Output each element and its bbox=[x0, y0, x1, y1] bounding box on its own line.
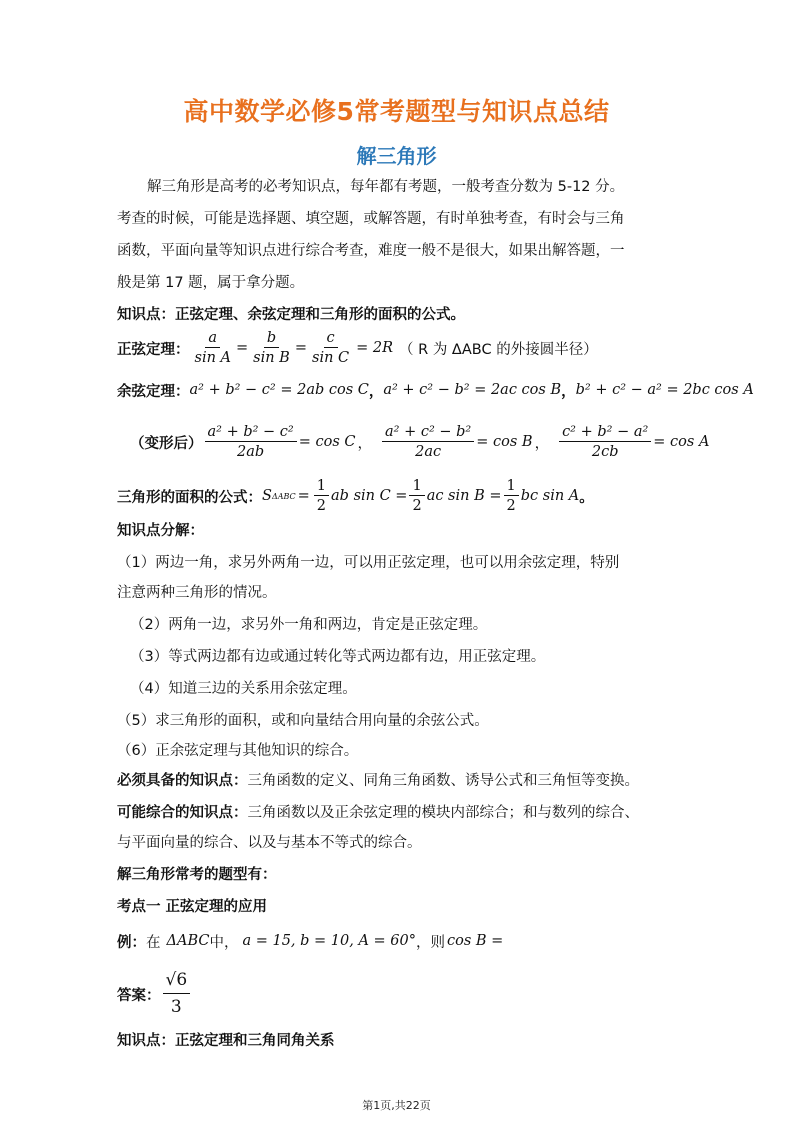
sine-frac-a: $\frac{a}{\text{sin A}}$ bbox=[194, 329, 231, 366]
decomp-item-1-cont: 注意两种三角形的情况。 bbox=[117, 585, 277, 601]
variant-label: （变形后） bbox=[130, 435, 203, 452]
decomp-item-3: （3）等式两边都有边或通过转化等式两边都有边，用正弦定理。 bbox=[130, 649, 546, 665]
intro-line-3: 函数，平面向量等知识点进行综合考查，难度一般不是很大，如果出解答题，一 bbox=[117, 243, 625, 259]
decomp-heading: 知识点分解： bbox=[117, 523, 204, 539]
sine-law-rhs: = 2R bbox=[356, 340, 394, 356]
answer: 答案： $\frac{√6}{3}$ bbox=[117, 966, 192, 1022]
point-1-heading: 考点一 正弦定理的应用 bbox=[117, 899, 268, 915]
must-know: 必须具备的知识点：三角函数的定义、同角三角函数、诱导公式和三角恒等变换。 bbox=[117, 773, 639, 789]
sine-frac-c: $\frac{c}{\text{sin C}}$ bbox=[312, 329, 350, 366]
cosine-law: 余弦定理： a² + b² − c² = 2ab cos C ， a² + c² − b² = 2ac cos B ， b² + c² − a² = 2bc cos A bbox=[117, 378, 754, 402]
page-title: 高中数学必修5常考题型与知识点总结 bbox=[183, 97, 610, 126]
area-term-1: ab sin C = bbox=[331, 488, 408, 504]
sine-law-note: （ R 为 ΔABC 的外接圆半径） bbox=[399, 341, 598, 358]
area-term-2: ac sin B = bbox=[426, 488, 502, 504]
cosine-law-label: 余弦定理： bbox=[117, 383, 190, 400]
sine-law: 正弦定理： $\frac{a}{\text{sin A}}$ = $\frac{b}{\text{sin B}}$ = $\frac{c}{\text{sin C}}$ = 2R （ R 为 ΔABC 的外接圆半径） bbox=[117, 329, 598, 366]
decomp-item-5: （5）求三角形的面积，或和向量结合用向量的余弦公式。 bbox=[117, 713, 489, 729]
decomp-item-2: （2）两角一边，求另外一角和两边，肯定是正弦定理。 bbox=[130, 617, 488, 633]
answer-fraction: $\frac{√6}{3}$ bbox=[163, 972, 191, 1016]
section-title: 解三角形 bbox=[356, 144, 437, 168]
area-subscript: ΔABC bbox=[271, 491, 296, 501]
knowledge-heading: 知识点：正弦定理、余弦定理和三角形的面积的公式。 bbox=[117, 307, 465, 323]
variant-rhs-b: = cos B bbox=[476, 434, 533, 450]
decomp-item-6: （6）正余弦定理与其他知识的综合。 bbox=[117, 743, 359, 759]
decomp-item-1: （1）两边一角，求另外两角一边，可以用正弦定理，也可以用余弦定理，特别 bbox=[117, 555, 620, 571]
knowledge-2: 知识点：正弦定理和三角同角关系 bbox=[117, 1033, 335, 1049]
area-term-3: bc sin A bbox=[520, 488, 580, 504]
variant-frac-a: $\frac{\text{c² + b² − a²}}{2cb}$ bbox=[559, 425, 651, 460]
intro-line-4: 般是第 17 题，属于拿分题。 bbox=[117, 275, 305, 291]
maybe-combined-cont: 与平面向量的综合、以及与基本不等式的综合。 bbox=[117, 835, 422, 851]
decomp-item-4: （4）知道三边的关系用余弦定理。 bbox=[130, 681, 357, 697]
area-label: 三角形的面积的公式： bbox=[117, 489, 262, 506]
sine-frac-b: $\frac{b}{\text{sin B}}$ bbox=[253, 329, 290, 366]
intro-line-2: 考查的时候，可能是选择题、填空题，或解答题，有时单独考查，有时会与三角 bbox=[117, 211, 625, 227]
cosine-eq-2: a² + c² − b² = 2ac cos B bbox=[383, 382, 562, 398]
page-footer: 第1页,共22页 bbox=[362, 1099, 431, 1112]
common-types-heading: 解三角形常考的题型有： bbox=[117, 867, 277, 883]
intro-line-1: 解三角形是高考的必考知识点，每年都有考题，一般考查分数为 5-12 分。 bbox=[147, 179, 625, 195]
area-formula: 三角形的面积的公式： S ΔABC = $\frac{1}{2}$ ab sin C = $\frac{1}{2}$ ac sin B = $\frac{1}{2}$ bc sin A 。 bbox=[117, 477, 594, 514]
variant-rhs-c: = cos C bbox=[298, 434, 356, 450]
cosine-variant: （变形后） $\frac{\text{a² + b² − c²}}{2ab}$ = cos C ， $\frac{\text{a² + c² − b²}}{2ac}$ = cos B ， $\frac{\text{c² + b² − a²}}{2cb}$ = cos A bbox=[130, 423, 710, 460]
variant-frac-c: $\frac{\text{a² + b² − c²}}{2ab}$ bbox=[205, 425, 297, 460]
variant-rhs-a: = cos A bbox=[653, 434, 710, 450]
example: 例： 在 ΔABC 中， a = 15, b = 10, A = 60° ，则 cos B = bbox=[117, 933, 504, 951]
variant-frac-b: $\frac{\text{a² + c² − b²}}{2ac}$ bbox=[382, 425, 474, 460]
maybe-combined: 可能综合的知识点：三角函数以及正余弦定理的模块内部综合；和与数列的综合、 bbox=[117, 805, 639, 821]
cosine-eq-1: a² + b² − c² = 2ab cos C bbox=[189, 382, 369, 398]
cosine-eq-3: b² + c² − a² = 2bc cos A bbox=[575, 382, 754, 398]
sine-law-label: 正弦定理： bbox=[117, 341, 190, 358]
